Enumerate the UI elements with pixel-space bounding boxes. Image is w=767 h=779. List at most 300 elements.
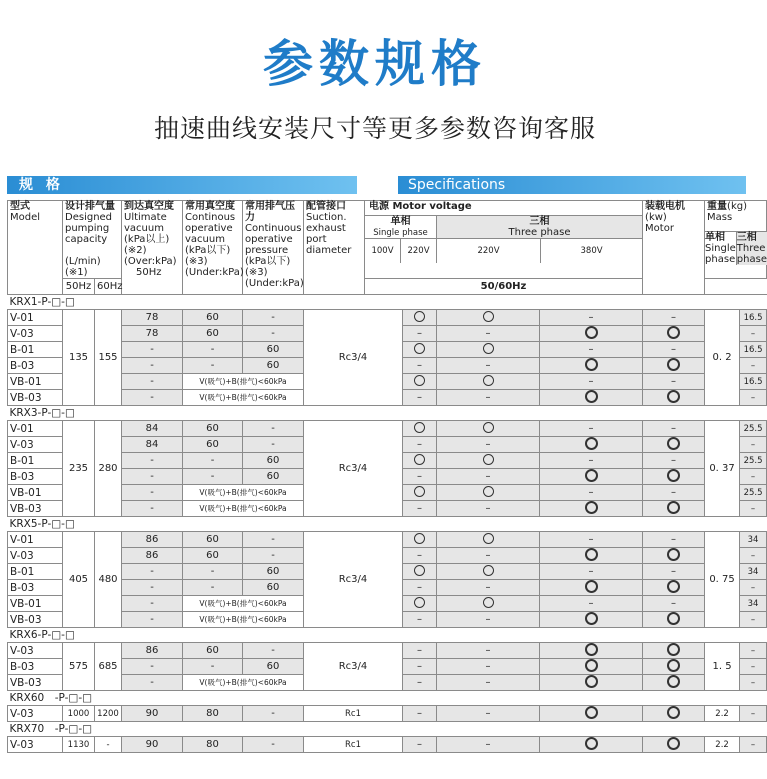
operative-vacuum-cell: 80 (183, 706, 243, 722)
v100-cell (403, 374, 437, 390)
ultimate-vacuum-cell: 84 (122, 421, 183, 437)
available-mark-icon (483, 565, 494, 576)
available-mark-icon (414, 454, 425, 465)
unavailable-mark: – (485, 581, 491, 593)
available-mark-icon (667, 643, 680, 656)
v220-single-cell (437, 596, 540, 612)
available-mark-icon (414, 597, 425, 608)
unavailable-mark: – (417, 549, 422, 561)
v220-single-cell (437, 453, 540, 469)
available-mark-icon (483, 343, 494, 354)
capacity-60hz-cell: 155 (95, 310, 122, 406)
section-bar-right: Specifications (398, 176, 746, 194)
unavailable-mark: – (671, 597, 677, 609)
group-header-row (8, 517, 767, 532)
v220-single-cell (437, 342, 540, 358)
v220-single-cell (437, 390, 540, 406)
v380-cell (643, 374, 705, 390)
v220-three-cell (540, 532, 643, 548)
v220-single-cell (437, 310, 540, 326)
mass-single-cell: – (740, 580, 767, 596)
col-pressure: 常用排气压力 Continuous operative pressure (kPa以下) (※3) (Under:kPa) (243, 201, 304, 295)
v100-cell (403, 453, 437, 469)
unavailable-mark: – (485, 470, 491, 482)
operative-vacuum-cell: - (183, 564, 243, 580)
v100-cell (403, 421, 437, 437)
unavailable-mark: – (671, 375, 677, 387)
operative-vacuum-cell: 60 (183, 421, 243, 437)
v220-single-cell (437, 421, 540, 437)
operative-pressure-cell: - (243, 737, 304, 753)
unavailable-mark: – (485, 738, 491, 750)
available-mark-icon (414, 565, 425, 576)
v220-three-cell (540, 675, 643, 691)
v220-three-cell (540, 596, 643, 612)
unavailable-mark: – (485, 707, 491, 719)
table-row (8, 532, 767, 548)
v220-three-cell (540, 374, 643, 390)
vb-note-cell: V(吸气)+B(排气)<60kPa (183, 485, 304, 501)
ultimate-vacuum-cell: 78 (122, 326, 183, 342)
col-vacuum: 常用真空度 Continous operative vacuum (kPa以下) (※3) (Under:kPa) (183, 201, 243, 295)
model-cell: V-01 (8, 310, 63, 326)
spec-table (7, 200, 767, 753)
unavailable-mark: – (588, 311, 594, 323)
unavailable-mark: – (671, 311, 677, 323)
unavailable-mark: – (417, 359, 422, 371)
vb-note-cell: V(吸气)+B(排气)<60kPa (183, 612, 304, 628)
unavailable-mark: – (417, 613, 422, 625)
v100-cell (403, 437, 437, 453)
available-mark-icon (667, 390, 680, 403)
port-cell: Rc3/4 (304, 421, 403, 517)
mass-single-cell: 34 (740, 564, 767, 580)
v220-single-cell (437, 706, 540, 722)
motor-cell: 2.2 (705, 706, 740, 722)
vb-note-cell: V(吸气)+B(排气)<60kPa (183, 596, 304, 612)
v220-three-cell (540, 453, 643, 469)
ultimate-vacuum-cell: - (122, 374, 183, 390)
operative-pressure-cell: - (243, 532, 304, 548)
v220-three-cell (540, 485, 643, 501)
port-cell: Rc3/4 (304, 310, 403, 406)
mass-single-cell: – (740, 469, 767, 485)
v380-cell (643, 737, 705, 753)
available-mark-icon (667, 326, 680, 339)
unavailable-mark: – (485, 613, 491, 625)
v100-cell (403, 532, 437, 548)
page-title: 参数规格 (263, 35, 487, 93)
available-mark-icon (414, 375, 425, 386)
mass-single-cell: 16.5 (740, 374, 767, 390)
available-mark-icon (585, 580, 598, 593)
col-ultimate: 到达真空度 Ultimate vacuum (kPa以上) (※2) (Over:kPa) 50Hz (122, 201, 183, 295)
mass-single-cell: 25.5 (740, 453, 767, 469)
unavailable-mark: – (485, 676, 491, 688)
col-port: 配管接口 Suction. exhaust port diameter (304, 201, 365, 295)
unavailable-mark: – (417, 391, 422, 403)
v380-cell (643, 437, 705, 453)
available-mark-icon (667, 706, 680, 719)
motor-cell: 0. 37 (705, 421, 740, 517)
v380-cell (643, 310, 705, 326)
model-cell: V-03 (8, 437, 63, 453)
mass-single-cell: – (740, 643, 767, 659)
ultimate-vacuum-cell: - (122, 659, 183, 675)
v100-cell (403, 469, 437, 485)
capacity-60hz-cell: 280 (95, 421, 122, 517)
model-cell: V-03 (8, 643, 63, 659)
operative-pressure-cell: 60 (243, 580, 304, 596)
v380-cell (643, 564, 705, 580)
unavailable-mark: – (588, 454, 594, 466)
ultimate-vacuum-cell: - (122, 596, 183, 612)
v220-single-cell (437, 469, 540, 485)
v220-three-cell (540, 437, 643, 453)
v220-single-cell (437, 358, 540, 374)
available-mark-icon (585, 548, 598, 561)
model-cell: V-03 (8, 737, 63, 753)
v380-cell (643, 358, 705, 374)
ultimate-vacuum-cell: 86 (122, 643, 183, 659)
unavailable-mark: – (417, 438, 422, 450)
mass-single-cell: – (740, 437, 767, 453)
model-cell: B-01 (8, 342, 63, 358)
available-mark-icon (585, 326, 598, 339)
v380-cell (643, 596, 705, 612)
operative-vacuum-cell: - (183, 358, 243, 374)
v100-cell (403, 390, 437, 406)
hz50-label: 50Hz (63, 279, 95, 295)
group-header-row (8, 691, 767, 706)
v220-single-cell (437, 485, 540, 501)
unavailable-mark: – (485, 391, 491, 403)
v380-cell (643, 421, 705, 437)
available-mark-icon (585, 612, 598, 625)
model-cell: B-03 (8, 358, 63, 374)
v100-cell (403, 706, 437, 722)
unavailable-mark: – (417, 470, 422, 482)
v100-cell (403, 548, 437, 564)
ultimate-vacuum-cell: - (122, 469, 183, 485)
model-cell: VB-03 (8, 501, 63, 517)
v220-three-cell (540, 564, 643, 580)
operative-vacuum-cell: 60 (183, 548, 243, 564)
v220-three-cell (540, 659, 643, 675)
available-mark-icon (667, 469, 680, 482)
operative-pressure-cell: 60 (243, 469, 304, 485)
unavailable-mark: – (588, 375, 594, 387)
v220-single-cell (437, 737, 540, 753)
model-cell: VB-01 (8, 485, 63, 501)
ultimate-vacuum-cell: - (122, 564, 183, 580)
v100-cell (403, 737, 437, 753)
unavailable-mark: – (588, 533, 594, 545)
capacity-50hz-cell: 575 (63, 643, 95, 691)
v220-three-cell (540, 358, 643, 374)
v220-single-cell (437, 437, 540, 453)
mass-single-cell: 16.5 (740, 342, 767, 358)
available-mark-icon (585, 501, 598, 514)
model-cell: VB-01 (8, 374, 63, 390)
v100-cell (403, 580, 437, 596)
v220-three-cell (540, 501, 643, 517)
unavailable-mark: – (417, 502, 422, 514)
vb-note-cell: V(吸气)+B(排气)<60kPa (183, 675, 304, 691)
v380-cell (643, 390, 705, 406)
available-mark-icon (585, 706, 598, 719)
port-cell: Rc1 (304, 737, 403, 753)
group-header-row (8, 295, 767, 310)
model-cell: VB-01 (8, 596, 63, 612)
v100-cell (403, 485, 437, 501)
available-mark-icon (667, 659, 680, 672)
available-mark-icon (414, 422, 425, 433)
v100-cell (403, 342, 437, 358)
v220-single-cell (437, 612, 540, 628)
ultimate-vacuum-cell: 84 (122, 437, 183, 453)
mass-single-cell: – (740, 548, 767, 564)
motor-cell: 0. 75 (705, 532, 740, 628)
col-motor: 装载电机 (kw) Motor (643, 201, 705, 295)
v220-single-cell (437, 548, 540, 564)
available-mark-icon (667, 612, 680, 625)
operative-vacuum-cell: - (183, 659, 243, 675)
ultimate-vacuum-cell: - (122, 390, 183, 406)
v380-cell (643, 485, 705, 501)
operative-pressure-cell: 60 (243, 564, 304, 580)
model-cell: B-03 (8, 659, 63, 675)
v220-single-cell (437, 501, 540, 517)
operative-vacuum-cell: - (183, 580, 243, 596)
ultimate-vacuum-cell: - (122, 342, 183, 358)
mass-single-cell: – (740, 659, 767, 675)
v220-three-cell (540, 469, 643, 485)
unavailable-mark: – (588, 422, 594, 434)
port-cell: Rc1 (304, 706, 403, 722)
v380-cell (643, 548, 705, 564)
capacity-60hz-cell: 685 (95, 643, 122, 691)
operative-pressure-cell: 60 (243, 342, 304, 358)
model-cell: V-03 (8, 326, 63, 342)
header-row (8, 201, 767, 279)
unavailable-mark: – (485, 644, 491, 656)
model-cell: V-01 (8, 421, 63, 437)
group-header-row (8, 722, 767, 737)
v220-three-cell (540, 548, 643, 564)
vb-note-cell: V(吸气)+B(排气)<60kPa (183, 501, 304, 517)
ultimate-vacuum-cell: - (122, 580, 183, 596)
operative-pressure-cell: - (243, 706, 304, 722)
port-cell: Rc3/4 (304, 532, 403, 628)
freq-label: 50/60Hz (365, 279, 643, 295)
ultimate-vacuum-cell: 90 (122, 706, 183, 722)
v380-cell (643, 675, 705, 691)
mass-single-cell: – (740, 737, 767, 753)
mass-single-cell: – (740, 358, 767, 374)
available-mark-icon (414, 311, 425, 322)
section-bar-left: 规 格 (7, 176, 357, 194)
ultimate-vacuum-cell: - (122, 485, 183, 501)
unavailable-mark: – (485, 502, 491, 514)
operative-vacuum-cell: - (183, 342, 243, 358)
unavailable-mark: – (417, 644, 422, 656)
unavailable-mark: – (588, 486, 594, 498)
motor-cell: 0. 2 (705, 310, 740, 406)
ultimate-vacuum-cell: 86 (122, 548, 183, 564)
operative-pressure-cell: - (243, 437, 304, 453)
mass-single-cell: 34 (740, 532, 767, 548)
available-mark-icon (483, 454, 494, 465)
ultimate-vacuum-cell: 78 (122, 310, 183, 326)
port-cell: Rc3/4 (304, 643, 403, 691)
available-mark-icon (585, 437, 598, 450)
v220-single-cell (437, 374, 540, 390)
mass-single-cell: – (740, 675, 767, 691)
model-cell: VB-03 (8, 612, 63, 628)
ultimate-vacuum-cell: - (122, 453, 183, 469)
mass-single-cell: 34 (740, 596, 767, 612)
ultimate-vacuum-cell: 90 (122, 737, 183, 753)
available-mark-icon (585, 469, 598, 482)
unavailable-mark: – (588, 343, 594, 355)
operative-pressure-cell: 60 (243, 358, 304, 374)
capacity-50hz-cell: 405 (63, 532, 95, 628)
operative-pressure-cell: 60 (243, 659, 304, 675)
v220-single-cell (437, 675, 540, 691)
unavailable-mark: – (671, 422, 677, 434)
ultimate-vacuum-cell: - (122, 501, 183, 517)
unavailable-mark: – (485, 549, 491, 561)
available-mark-icon (585, 358, 598, 371)
table-row (8, 737, 767, 753)
v220-single-cell (437, 532, 540, 548)
unavailable-mark: – (671, 454, 677, 466)
capacity-50hz-cell: 1130 (63, 737, 95, 753)
v100-cell (403, 310, 437, 326)
spec-table-wrapper (7, 200, 767, 753)
mass-single-cell: 25.5 (740, 421, 767, 437)
available-mark-icon (667, 548, 680, 561)
col-model: 型式 Model (8, 201, 63, 295)
v220-three-cell (540, 421, 643, 437)
available-mark-icon (667, 358, 680, 371)
mass-single-cell: – (740, 612, 767, 628)
v380-cell (643, 659, 705, 675)
group-name: KRX5-P-□-□ (8, 517, 767, 532)
unavailable-mark: – (671, 533, 677, 545)
capacity-60hz-cell: - (95, 737, 122, 753)
model-cell: VB-03 (8, 390, 63, 406)
mass-single-cell: – (740, 326, 767, 342)
operative-vacuum-cell: 60 (183, 532, 243, 548)
available-mark-icon (667, 737, 680, 750)
vb-note-cell: V(吸气)+B(排气)<60kPa (183, 374, 304, 390)
model-cell: V-03 (8, 548, 63, 564)
unavailable-mark: – (417, 327, 422, 339)
operative-pressure-cell: - (243, 310, 304, 326)
v380-cell (643, 326, 705, 342)
available-mark-icon (585, 659, 598, 672)
unavailable-mark: – (485, 359, 491, 371)
motor-cell: 1. 5 (705, 643, 740, 691)
operative-pressure-cell: - (243, 548, 304, 564)
operative-vacuum-cell: 60 (183, 437, 243, 453)
available-mark-icon (414, 343, 425, 354)
hz60-label: 60Hz (95, 279, 122, 295)
unavailable-mark: – (671, 343, 677, 355)
unavailable-mark: – (417, 738, 422, 750)
operative-pressure-cell: - (243, 421, 304, 437)
v220-single-cell (437, 326, 540, 342)
page-subtitle: 抽速曲线安装尺寸等更多参数咨询客服 (153, 114, 596, 143)
v220-single-cell (437, 643, 540, 659)
table-row (8, 421, 767, 437)
v100-cell (403, 358, 437, 374)
group-name: KRX6-P-□-□ (8, 628, 767, 643)
model-cell: B-01 (8, 453, 63, 469)
v100-cell (403, 675, 437, 691)
v380-cell (643, 501, 705, 517)
ultimate-vacuum-cell: 86 (122, 532, 183, 548)
ultimate-vacuum-cell: - (122, 358, 183, 374)
v220-three-cell (540, 612, 643, 628)
unavailable-mark: – (485, 327, 491, 339)
mass-single-cell: 25.5 (740, 485, 767, 501)
available-mark-icon (585, 675, 598, 688)
vb-note-cell: V(吸气)+B(排气)<60kPa (183, 390, 304, 406)
capacity-50hz-cell: 235 (63, 421, 95, 517)
model-cell: V-01 (8, 532, 63, 548)
mass-single-cell: – (740, 390, 767, 406)
motor-cell: 2.2 (705, 737, 740, 753)
model-cell: B-03 (8, 580, 63, 596)
operative-vacuum-cell: 60 (183, 643, 243, 659)
available-mark-icon (585, 390, 598, 403)
col-voltage: 电源 Motor voltage 单相 Single phase 三相 Three phase 100V 220V 220V 380V (365, 201, 643, 279)
available-mark-icon (667, 437, 680, 450)
col-mass: 重量(kg) Mass 单相 Single phase 三相 Three phase (705, 201, 767, 279)
v100-cell (403, 564, 437, 580)
v380-cell (643, 532, 705, 548)
available-mark-icon (483, 375, 494, 386)
operative-pressure-cell: - (243, 326, 304, 342)
operative-pressure-cell: 60 (243, 453, 304, 469)
available-mark-icon (483, 311, 494, 322)
unavailable-mark: – (417, 676, 422, 688)
v380-cell (643, 469, 705, 485)
v380-cell (643, 612, 705, 628)
table-row (8, 310, 767, 326)
available-mark-icon (667, 675, 680, 688)
v220-three-cell (540, 580, 643, 596)
group-header-row (8, 406, 767, 421)
table-row (8, 643, 767, 659)
available-mark-icon (483, 486, 494, 497)
v380-cell (643, 342, 705, 358)
v220-three-cell (540, 310, 643, 326)
v380-cell (643, 580, 705, 596)
unavailable-mark: – (588, 597, 594, 609)
group-name: KRX1-P-□-□ (8, 295, 767, 310)
ultimate-vacuum-cell: - (122, 612, 183, 628)
unavailable-mark: – (417, 707, 422, 719)
v220-three-cell (540, 737, 643, 753)
group-name: KRX70 -P-□-□ (8, 722, 767, 737)
v100-cell (403, 643, 437, 659)
available-mark-icon (483, 422, 494, 433)
available-mark-icon (483, 597, 494, 608)
